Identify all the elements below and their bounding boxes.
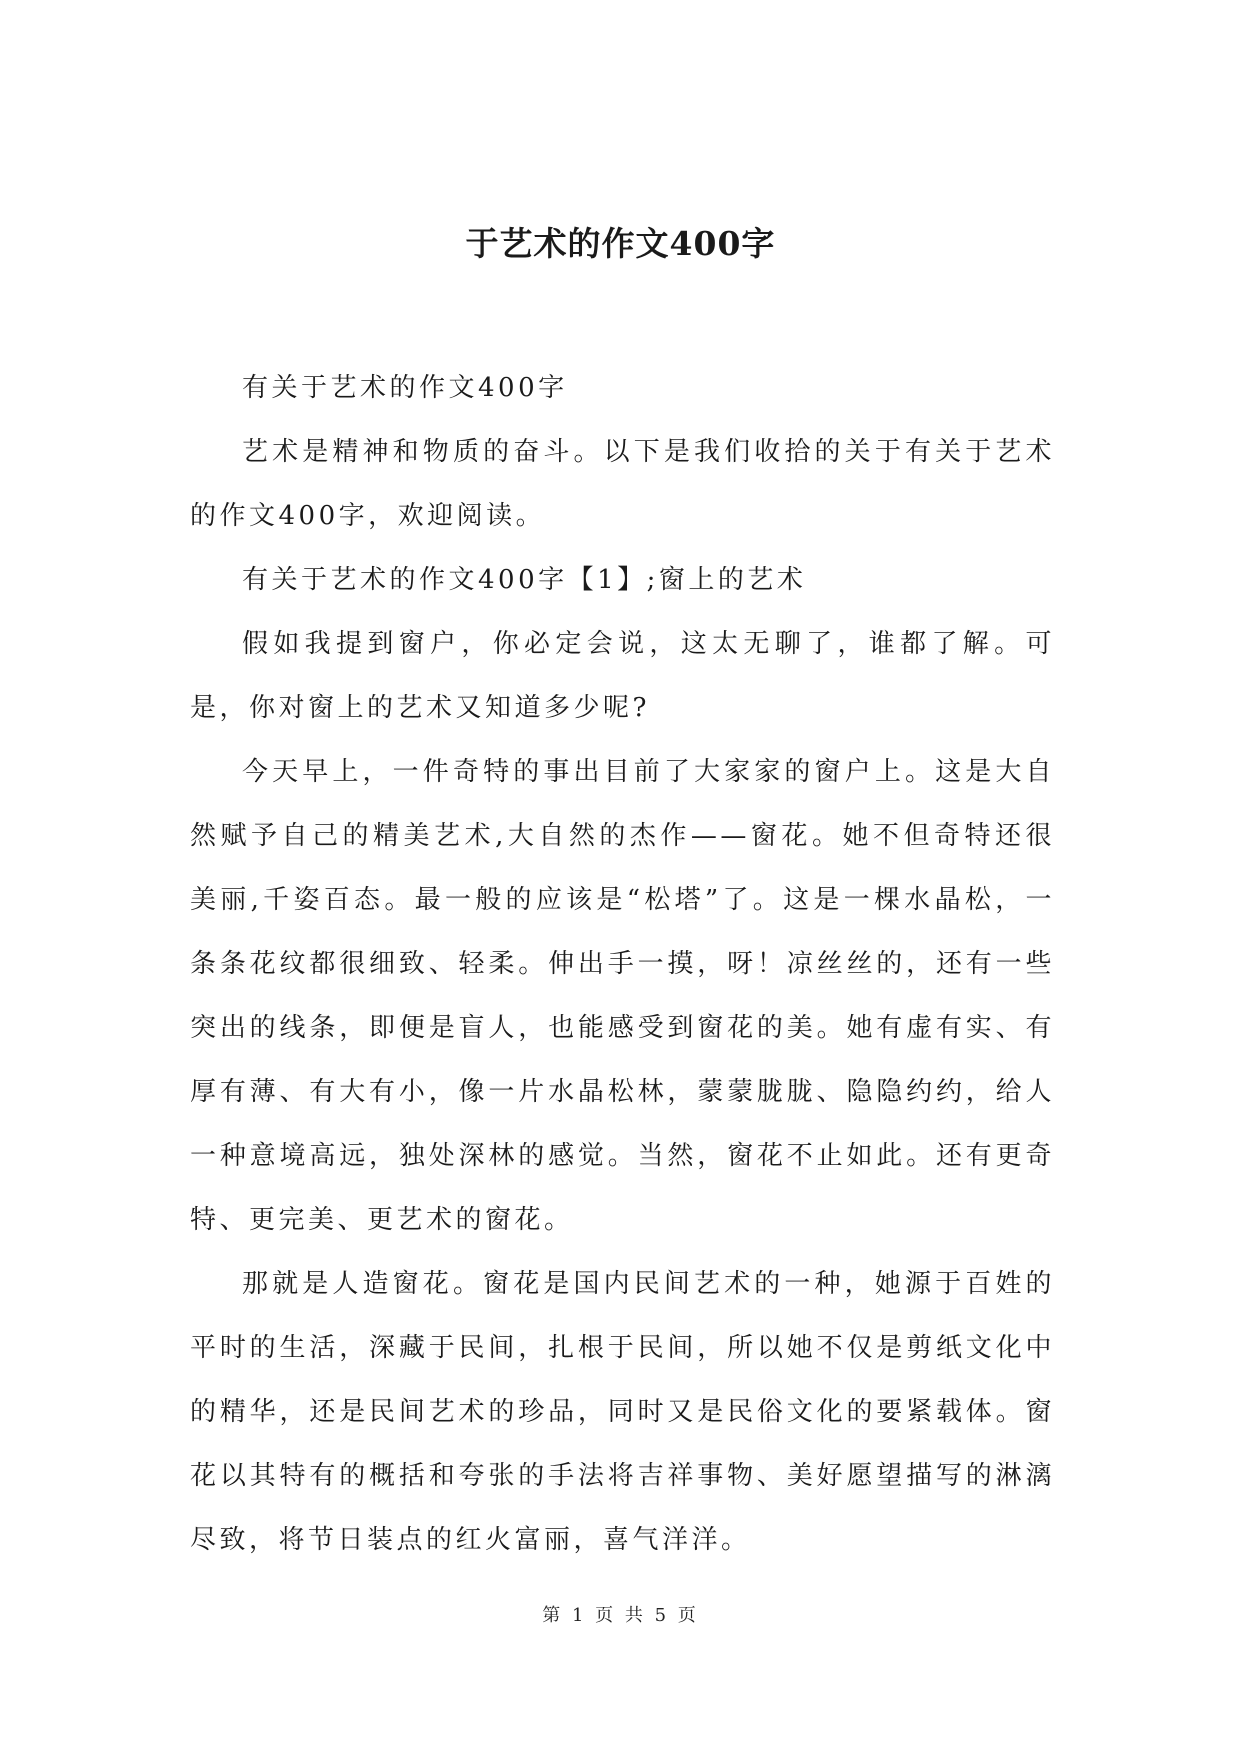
paragraph-intro: 艺术是精神和物质的奋斗。以下是我们收拾的关于有关于艺术的作文400字，欢迎阅读。 [190,437,1055,531]
paragraph-man-made-window-flower: 那就是人造窗花。窗花是国内民间艺术的一种，她源于百姓的平时的生活，深藏于民间，扎根于民间，所以她不仅是剪纸文化中的精华，还是民间艺术的珍品，同时又是民俗文化的要紧载体。窗花以其特有的概括和夸张的手法将吉祥事物、美好愿望描写的淋漓尽致，将节日装点的红火富丽，喜气洋洋。 [190,1269,1055,1555]
document-title: 于艺术的作文400字 [465,224,776,263]
paragraph-window-question: 假如我提到窗户，你必定会说，这太无聊了，谁都了解。可是，你对窗上的艺术又知道多少呢? [190,629,1055,723]
paragraph-section-heading: 有关于艺术的作文400字【1】;窗上的艺术 [242,565,807,595]
paragraph-natural-window-flower: 今天早上，一件奇特的事出目前了大家家的窗户上。这是大自然赋予自己的精美艺术,大自然的杰作——窗花。她不但奇特还很美丽,千姿百态。最一般的应该是“松塔”了。这是一棵水晶松，一条条花纹都很细致、轻柔。伸出手一摸，呀！凉丝丝的，还有一些突出的线条，即便是盲人，也能感受到窗花的美。她有虚有实、有厚有薄、有大有小，像一片水晶松林，蒙蒙胧胧、隐隐约约，给人一种意境高远，独处深林的感觉。当然，窗花不止如此。还有更奇特、更完美、更艺术的窗花。 [190,757,1055,1235]
page-number-footer: 第 1 页 共 5 页 [542,1605,699,1626]
paragraph-subtitle: 有关于艺术的作文400字 [242,373,568,403]
document-body [190,356,1055,1572]
